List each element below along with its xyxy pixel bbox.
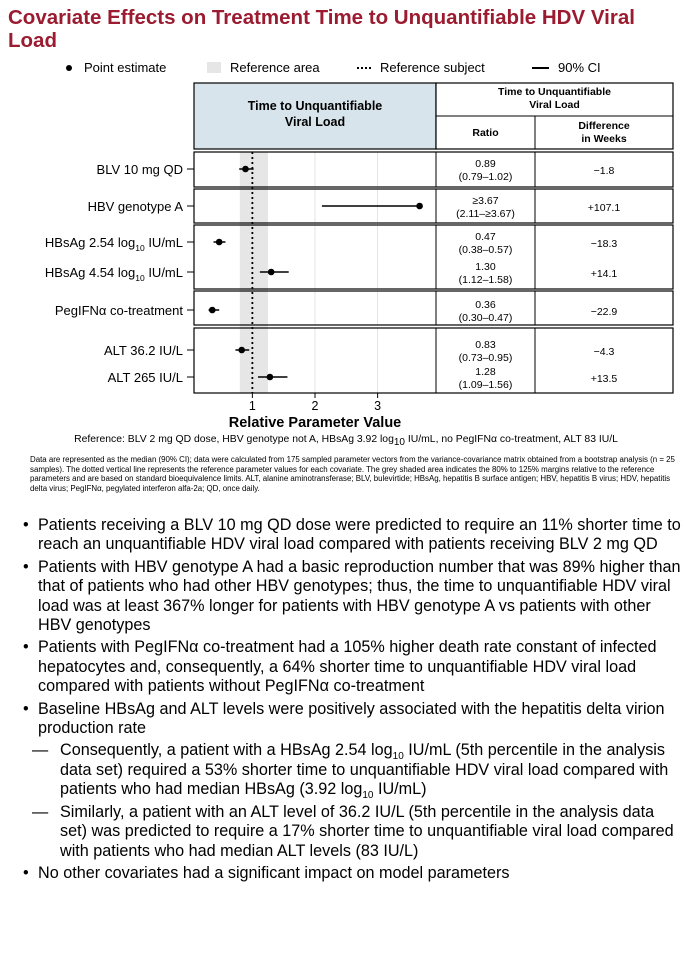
ratio-value: 0.47 bbox=[475, 231, 496, 243]
difference-value: −18.3 bbox=[590, 238, 618, 250]
difference-value: −22.9 bbox=[590, 306, 618, 318]
sub-bullet-item bbox=[22, 741, 682, 802]
difference-value: +107.1 bbox=[587, 202, 621, 214]
point-estimate bbox=[209, 307, 216, 314]
sub-bullet-text: Consequently, a patient with a HBsAg 2.54 log bbox=[60, 741, 393, 760]
row-label-subscript: 10 bbox=[135, 273, 145, 283]
ratio-value: 0.36 bbox=[475, 299, 496, 311]
ratio-value: 1.30 bbox=[475, 261, 496, 273]
ratio-value: ≥3.67 bbox=[472, 195, 499, 207]
ratio-value: 1.28 bbox=[475, 366, 496, 378]
point-estimate bbox=[268, 269, 275, 276]
reference-note-text: Reference: BLV 2 mg QD dose, HBV genotype not A, HBsAg 3.92 log bbox=[74, 434, 394, 445]
ratio-ci: (1.12–1.58) bbox=[458, 274, 513, 286]
row-label: ALT 265 IU/L bbox=[107, 370, 183, 385]
point-estimate bbox=[238, 347, 245, 354]
bullet-item: • Baseline HBsAg and ALT levels were positively associated with the hepatitis delta virion production rate bbox=[22, 700, 682, 739]
row-label-subscript: 10 bbox=[135, 243, 145, 253]
legend-point-estimate bbox=[66, 60, 166, 75]
dotted-line-icon bbox=[357, 67, 371, 69]
legend-reference-area-label: Reference area bbox=[230, 60, 320, 75]
legend-point-estimate-label: Point estimate bbox=[84, 60, 167, 75]
row-label: PegIFNα co-treatment bbox=[54, 303, 183, 318]
plot-header-label: Viral Load bbox=[284, 115, 346, 129]
row-label: HBsAg 2.54 $\log_{10} IU/mL$ bbox=[44, 235, 183, 253]
bullet-item: • No other covariates had a significant impact on model parameters bbox=[22, 864, 682, 883]
sub-bullet-text: IU/mL) bbox=[373, 780, 427, 799]
sub-bullet-subscript: 10 bbox=[362, 790, 374, 802]
page-title: Covariate Effects on Treatment Time to Unquantifiable HDV Viral Load bbox=[8, 6, 635, 52]
difference-value: +14.1 bbox=[590, 268, 618, 280]
legend-reference-area bbox=[207, 60, 320, 75]
ratio-ci: (1.09–1.56) bbox=[458, 379, 513, 391]
bullet-item: • Patients with PegIFNα co-treatment had a 105% higher death rate constant of infected hepatocytes and, consequently, a 64% shorter time to unquantifiable HDV viral load compared with patients without PegIFNα co-treatment bbox=[22, 638, 682, 696]
table-header-group-label: Viral Load bbox=[529, 99, 580, 111]
x-axis-label: Relative Parameter Value bbox=[228, 415, 402, 431]
ci-line-icon bbox=[532, 67, 549, 69]
footnote: Data are represented as the median (90% CI); data were calculated from 175 sampled parameter vectors from the variance-covariance matrix obtained from a bootstrap analysis (n = 25 samples). The dotted vertical line represents the reference parameter values for each covariate. The grey shaded area indicates the 80% to 125% margins relative to the reference parameters and are based on standard bioequivalence limits. ALT, alanine aminotransferase; BLV, bulevirtide; HBsAg, hepatitis B surface antigen; HBV, hepatitis B virus; HDV, hepatitis delta virus; PegIFNα, pegylated interferon alfa-2a; QD, once daily. bbox=[30, 455, 675, 493]
legend-ci bbox=[532, 60, 601, 75]
table-header-group-label: Time to Unquantifiable bbox=[498, 86, 611, 98]
point-estimate bbox=[267, 374, 274, 381]
ratio-ci: (2.11–≥3.67) bbox=[456, 208, 515, 220]
x-tick-label: 1 bbox=[248, 399, 256, 413]
row-label-unit: IU/mL bbox=[144, 265, 183, 280]
reference-note-subscript: 10 bbox=[393, 437, 405, 449]
sub-bullet-item: — Similarly, a patient with an ALT level of 36.2 IU/L (5th percentile in the analysis data set) was predicted to require a 17% shorter time to unquantifiable viral load compared with patients who had median ALT levels (83 IU/L) bbox=[22, 803, 682, 861]
point-estimate bbox=[416, 203, 423, 210]
x-tick-label: 3 bbox=[374, 399, 382, 413]
bullet-item: • Patients with HBV genotype A had a basic reproduction number that was 89% higher than that of patients who had other HBV genotypes; thus, the time to unquantifiable HDV viral load was at least 367% longer for patients with HBV genotype A vs patients with other HBV genotypes bbox=[22, 558, 682, 636]
difference-value: +13.5 bbox=[590, 373, 618, 385]
sub-bullet-text: IU/mL (5th percentile in the analysis data set) required a 53% shorter time to unquantifiable HDV viral load compared with patients who had median HBsAg (3.92 log bbox=[60, 741, 669, 799]
legend-reference-subject bbox=[357, 60, 485, 75]
bullet-list bbox=[22, 516, 682, 886]
row-label: ALT 36.2 IU/L bbox=[103, 343, 183, 358]
ratio-value: 0.89 bbox=[475, 158, 496, 170]
ratio-ci: (0.38–0.57) bbox=[458, 244, 513, 256]
ratio-value: 0.83 bbox=[475, 339, 496, 351]
plot-header-label: Time to Unquantifiable bbox=[247, 99, 383, 113]
point-estimate bbox=[242, 166, 249, 173]
reference-area-swatch-icon bbox=[207, 62, 221, 73]
legend-ci-label: 90% CI bbox=[558, 60, 601, 75]
table-header-difference: in Weeks bbox=[581, 133, 627, 145]
chart-legend bbox=[0, 60, 692, 78]
ratio-ci: (0.73–0.95) bbox=[458, 352, 513, 364]
ratio-ci: (0.30–0.47) bbox=[458, 312, 513, 324]
row-label: HBsAg 4.54 $\log_{10} IU/mL$ bbox=[44, 265, 183, 283]
reference-note-text-end: IU/mL, no PegIFNα co-treatment, ALT 83 IU/L bbox=[404, 434, 618, 445]
x-tick-label: 2 bbox=[311, 399, 319, 413]
bullet-item: • Patients receiving a BLV 10 mg QD dose were predicted to require an 11% shorter time to reach an unquantifiable HDV viral load compared with patients receiving BLV 2 mg QD bbox=[22, 516, 682, 555]
difference-value: −4.3 bbox=[593, 346, 615, 358]
reference-note bbox=[0, 434, 692, 449]
table-header-difference: Difference bbox=[578, 120, 630, 132]
ratio-ci: (0.79–1.02) bbox=[458, 171, 513, 183]
row-label-unit: IU/mL bbox=[144, 235, 183, 250]
forest-plot bbox=[0, 80, 692, 432]
legend-reference-subject-label: Reference subject bbox=[380, 60, 485, 75]
point-estimate bbox=[216, 239, 223, 246]
difference-value: −1.8 bbox=[593, 165, 615, 177]
point-estimate-marker-icon bbox=[66, 65, 72, 71]
sub-bullet-subscript: 10 bbox=[392, 751, 404, 763]
row-label: HBV genotype A bbox=[87, 199, 183, 214]
table-header-ratio: Ratio bbox=[472, 127, 499, 139]
row-label: BLV 10 mg QD bbox=[96, 162, 183, 177]
